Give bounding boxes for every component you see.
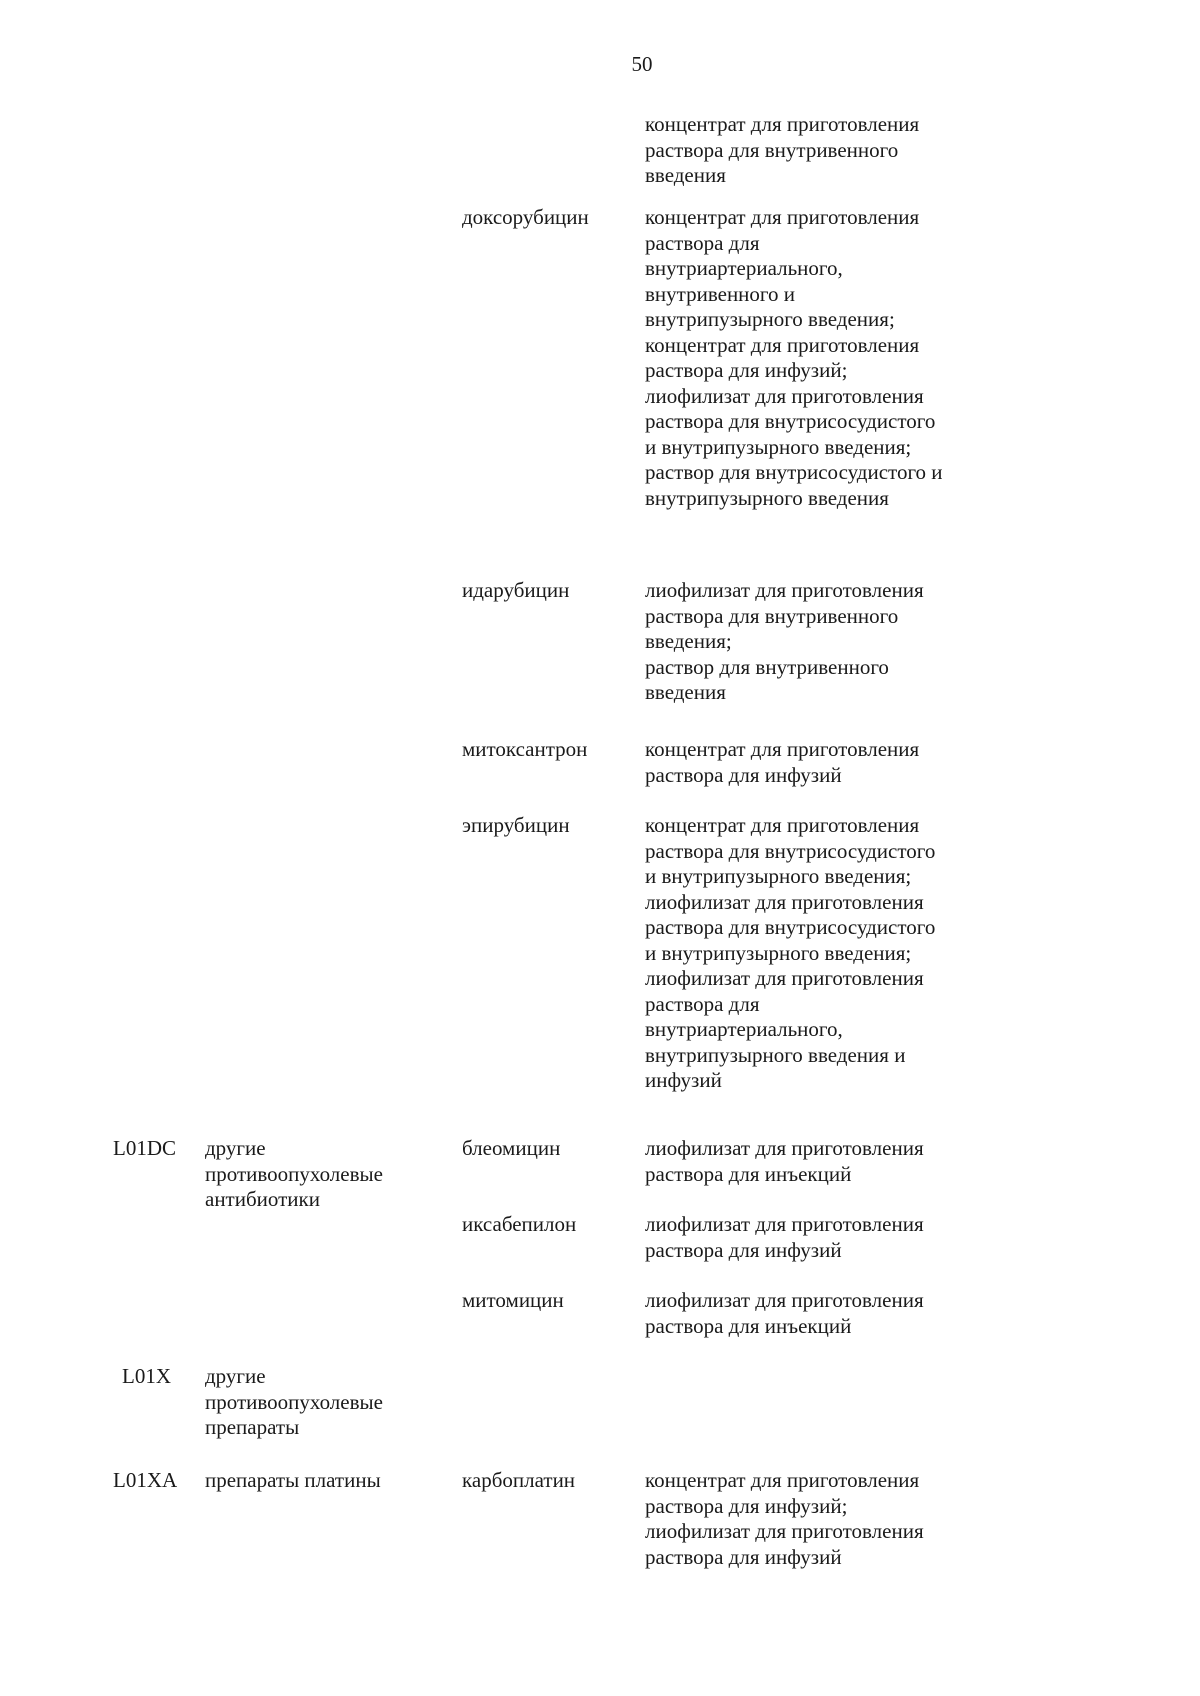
dosage-form-line: раствор для внутривенного: [645, 654, 889, 679]
dosage-form-line: и внутрипузырного введения;: [645, 864, 912, 888]
drug-name: эпирубицин: [462, 813, 570, 837]
atc-code: L01X: [122, 1364, 171, 1388]
dosage-form-line: лиофилизат для приготовления: [645, 1212, 924, 1236]
dosage-form-line: концентрат для приготовления: [645, 813, 920, 837]
dosage-form-line: раствора для внутрисосудистого: [645, 409, 936, 433]
dosage-form-line: раствора для внутривенного: [645, 137, 899, 162]
dosage-forms: [645, 205, 990, 511]
dosage-form-line: внутрипузырного введения и: [645, 1042, 906, 1067]
dosage-form-line: и внутрипузырного введения;: [645, 434, 912, 459]
drug-name: доксорубицин: [462, 205, 589, 229]
atc-group: [205, 1364, 445, 1441]
drug-name: идарубицин: [462, 578, 570, 602]
drug-name: карбоплатин: [462, 1468, 576, 1492]
dosage-form-line: концентрат для приготовления: [645, 112, 920, 136]
dosage-form-line: раствора для внутривенного: [645, 603, 899, 628]
dosage-form-line: инфузий: [645, 1068, 722, 1092]
dosage-form-line: введения: [645, 163, 726, 187]
dosage-form-line: внутриартериального,: [645, 1017, 843, 1041]
dosage-form-line: раствора для внутрисосудистого: [645, 838, 936, 863]
dosage-form-line: введения: [645, 680, 726, 704]
dosage-form-line: концентрат для приготовления: [645, 332, 920, 357]
atc-group: [205, 1136, 445, 1213]
dosage-forms: [645, 1468, 990, 1570]
dosage-form-line: лиофилизат для приготовления: [645, 1136, 924, 1160]
drug-name: митоксантрон: [462, 737, 588, 761]
dosage-forms: [645, 578, 990, 706]
dosage-form-line: внутриартериального,: [645, 256, 843, 280]
dosage-form-line: раствора для инфузий;: [645, 1493, 848, 1518]
dosage-form-line: лиофилизат для приготовления: [645, 1519, 924, 1543]
dosage-form-line: раствор для внутрисосудистого и: [645, 460, 943, 484]
atc-group-line: препараты платины: [205, 1468, 381, 1492]
dosage-form-line: лиофилизат для приготовления: [645, 966, 924, 990]
dosage-form-line: раствора для инъекций: [645, 1161, 852, 1186]
dosage-form-line: введения;: [645, 629, 732, 653]
drug-name: иксабепилон: [462, 1212, 577, 1236]
dosage-form-line: раствора для инфузий;: [645, 358, 848, 382]
dosage-form-line: раствора для: [645, 991, 760, 1016]
dosage-form-line: лиофилизат для приготовления: [645, 889, 924, 914]
dosage-form-line: внутрипузырного введения: [645, 485, 889, 510]
dosage-form-line: раствора для: [645, 230, 760, 255]
dosage-form-line: раствора для внутрисосудистого: [645, 915, 936, 939]
dosage-forms: [645, 737, 990, 788]
atc-group-line: другие: [205, 1136, 266, 1160]
dosage-form-line: раствора для инъекций: [645, 1313, 852, 1338]
dosage-forms: [645, 1212, 990, 1263]
atc-group-line: противоопухолевые: [205, 1161, 383, 1186]
atc-code: L01DC: [113, 1136, 176, 1160]
dosage-form-line: концентрат для приготовления: [645, 1468, 920, 1492]
dosage-form-line: раствора для инфузий: [645, 1237, 842, 1262]
atc-group-line: антибиотики: [205, 1187, 320, 1211]
atc-code: L01XA: [113, 1468, 178, 1492]
atc-group-line: препараты: [205, 1415, 300, 1439]
page-number: 50: [631, 52, 653, 76]
dosage-form-line: внутрипузырного введения;: [645, 307, 895, 331]
atc-group: [205, 1468, 445, 1494]
dosage-form-line: лиофилизат для приготовления: [645, 578, 924, 602]
dosage-forms: [645, 112, 990, 189]
drug-name: блеомицин: [462, 1136, 561, 1160]
dosage-form-line: концентрат для приготовления: [645, 737, 920, 761]
dosage-form-line: концентрат для приготовления: [645, 205, 920, 229]
dosage-form-line: лиофилизат для приготовления: [645, 383, 924, 408]
dosage-form-line: и внутрипузырного введения;: [645, 940, 912, 965]
dosage-form-line: внутривенного и: [645, 281, 795, 306]
atc-group-line: противоопухолевые: [205, 1389, 383, 1414]
dosage-forms: [645, 813, 990, 1094]
drug-name: митомицин: [462, 1288, 564, 1312]
dosage-forms: [645, 1136, 990, 1187]
dosage-form-line: лиофилизат для приготовления: [645, 1288, 924, 1312]
dosage-form-line: раствора для инфузий: [645, 1544, 842, 1569]
atc-group-line: другие: [205, 1364, 266, 1388]
dosage-form-line: раствора для инфузий: [645, 762, 842, 787]
dosage-forms: [645, 1288, 990, 1339]
